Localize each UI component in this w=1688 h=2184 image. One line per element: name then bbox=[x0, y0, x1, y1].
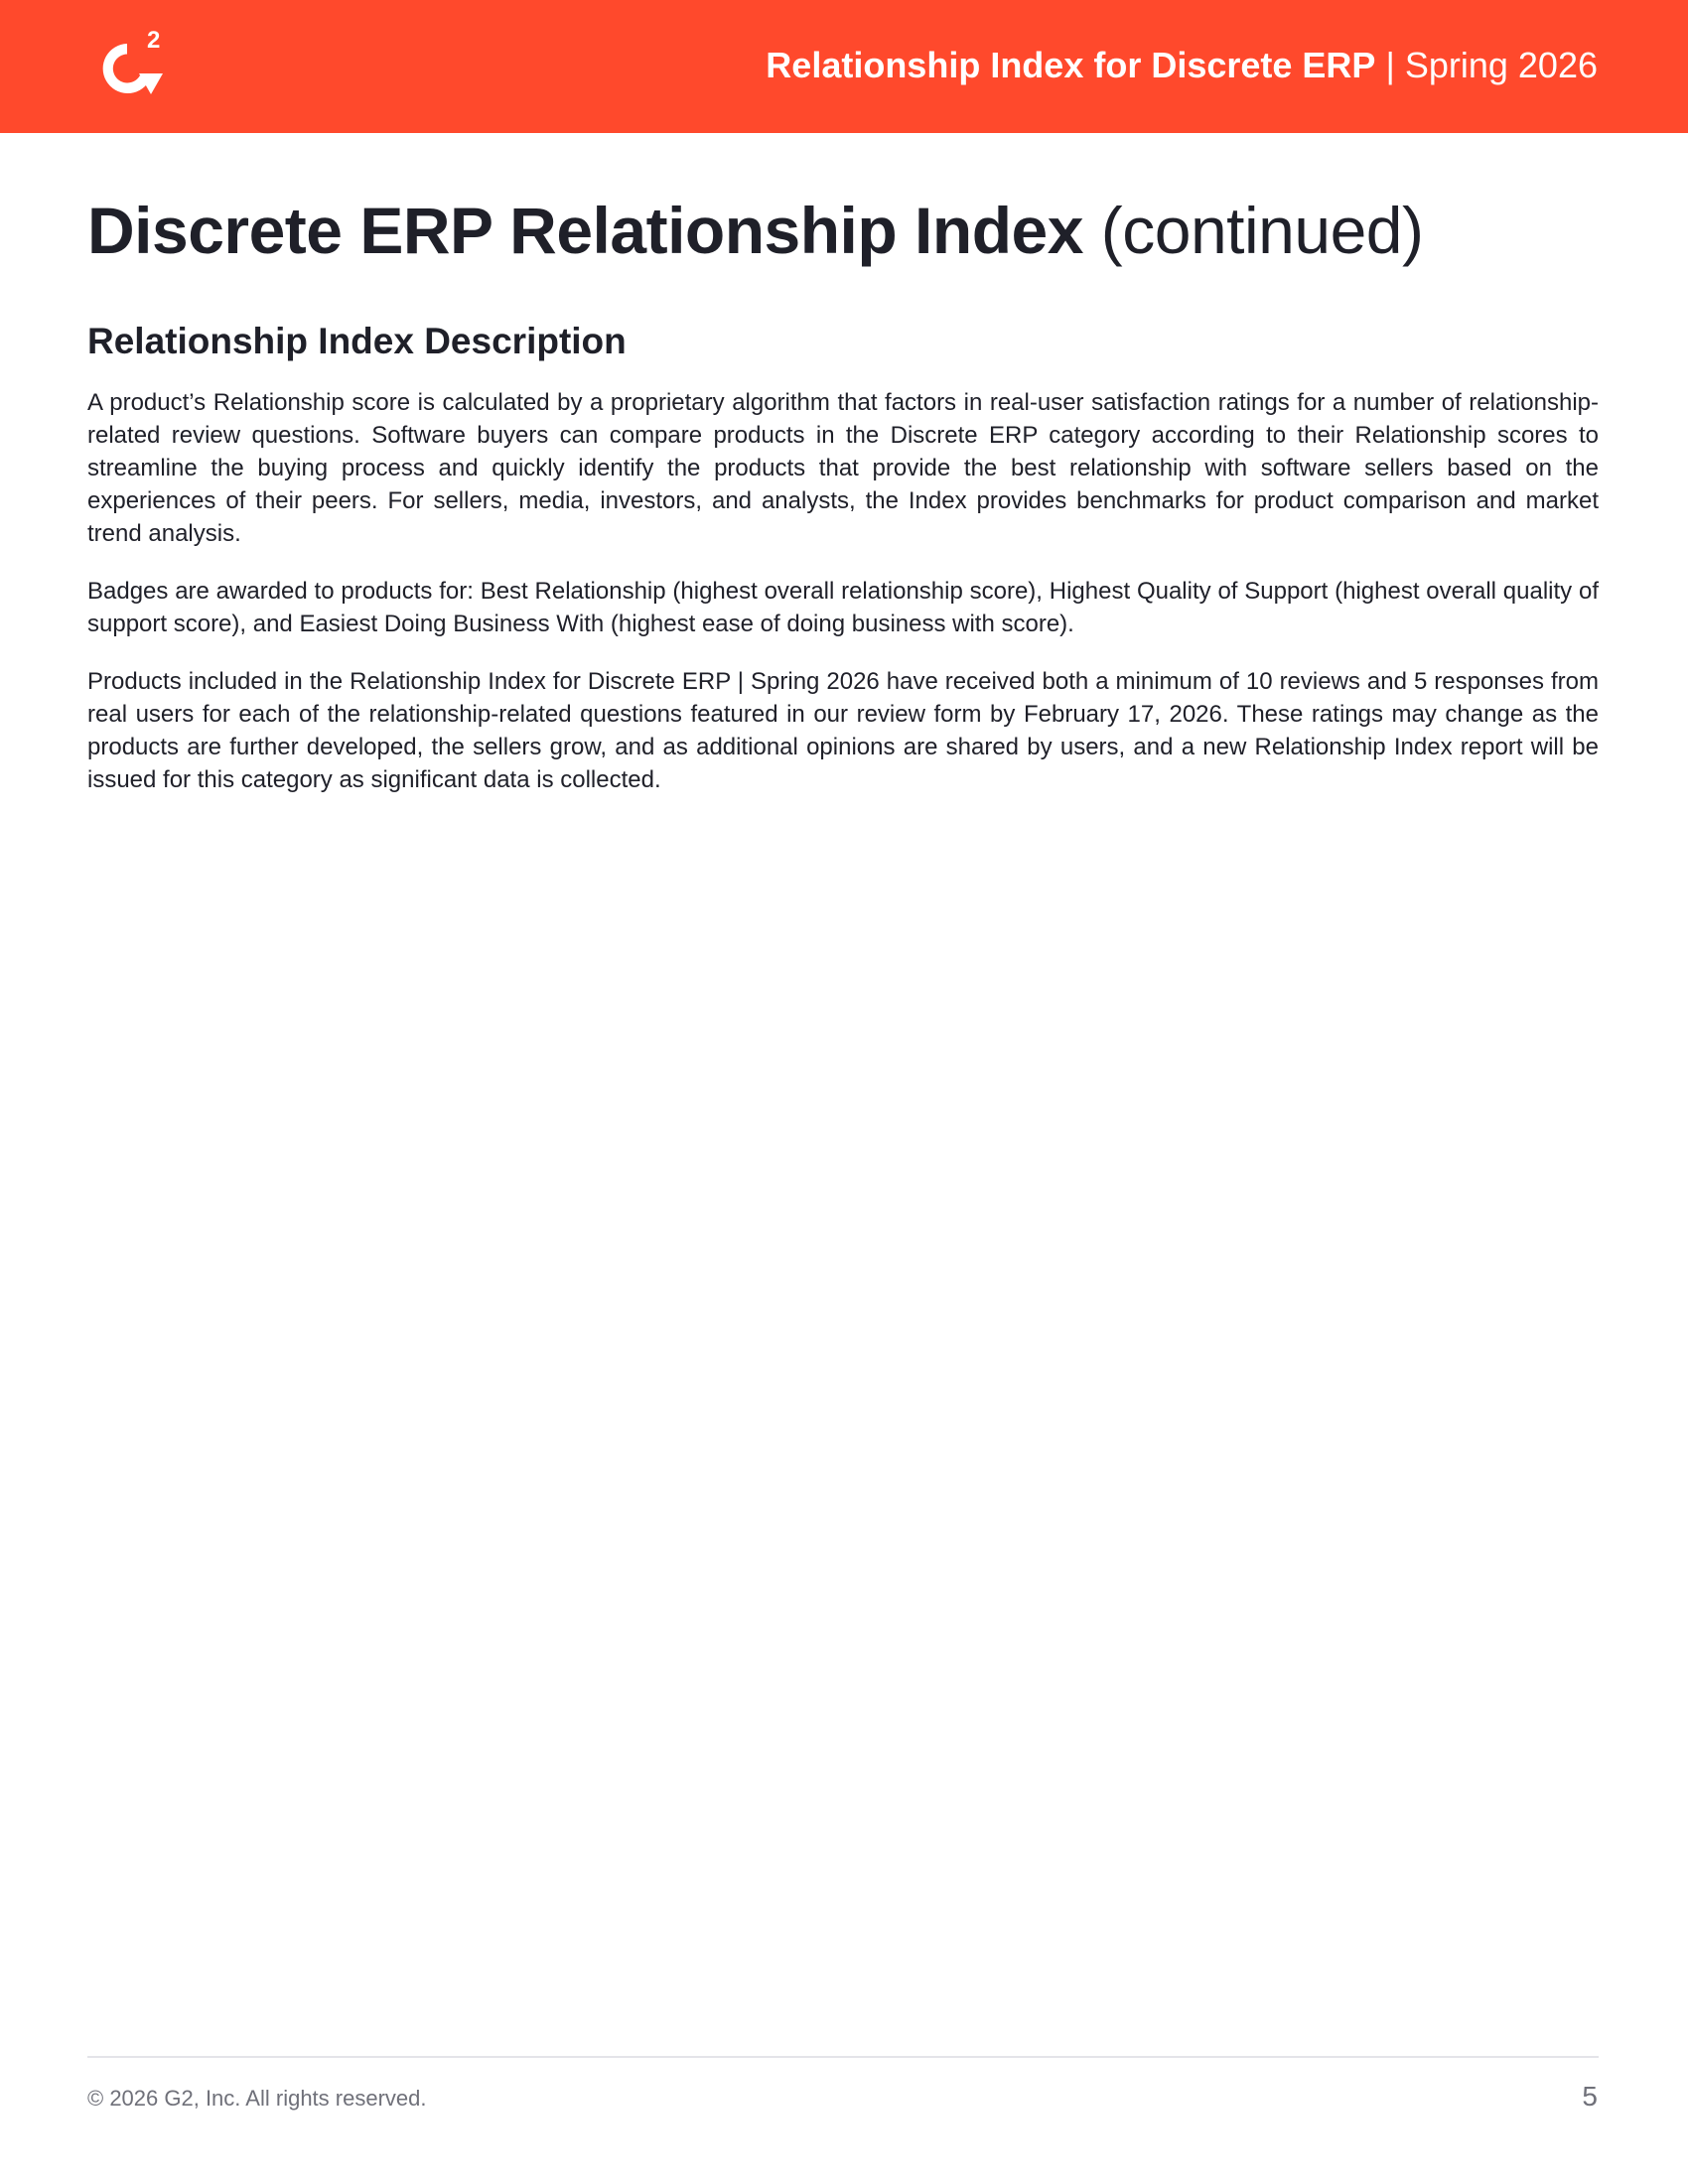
section-heading: Relationship Index Description bbox=[87, 321, 627, 361]
svg-text:2: 2 bbox=[147, 27, 161, 54]
description-paragraph-1: A product’s Relationship score is calculated by a proprietary algorithm that factors in real-user satisfaction ratings for a number of relationship-related review questions. Software buyers can compare products in the Discrete ERP category according to their Relationship scores to streamline the buying process and quickly identify the products that provide the best relationship with software sellers based on the experiences of their peers. For sellers, media, investors, and analysts, the Index provides benchmarks for product comparison and market trend analysis. bbox=[87, 389, 1599, 547]
footer-copyright: © 2026 G2, Inc. All rights reserved. bbox=[87, 2086, 427, 2111]
page-number: 5 bbox=[1582, 2081, 1598, 2112]
description-paragraph-3: Products included in the Relationship Index for Discrete ERP | Spring 2026 have received both a minimum of 10 reviews and 5 responses from real users for each of the relationship-related questions featured in our review form by February 17, 2026. These ratings may change as the products are further developed, the sellers grow, and as additional opinions are shared by users, and a new Relationship Index report will be issued for this category as significant data is collected. bbox=[87, 668, 1599, 793]
g2-logo-icon bbox=[87, 24, 177, 109]
page-title-continued: (continued) bbox=[1100, 194, 1424, 267]
report-title bbox=[766, 42, 1598, 89]
description-paragraph-2: Badges are awarded to products for: Best Relationship (highest overall relationship score), Highest Quality of Support (highest overall quality of support score), and Easiest Doing Business With (highest ease of doing business with score). bbox=[87, 578, 1599, 637]
report-title-separator: | bbox=[1385, 45, 1395, 85]
header-bar bbox=[0, 0, 1688, 133]
report-title-main: Relationship Index for Discrete ERP bbox=[766, 45, 1376, 85]
footer-divider bbox=[87, 2056, 1599, 2058]
page-title bbox=[87, 189, 1423, 272]
page-title-main: Discrete ERP Relationship Index bbox=[87, 194, 1083, 267]
report-season: Spring 2026 bbox=[1404, 45, 1598, 85]
